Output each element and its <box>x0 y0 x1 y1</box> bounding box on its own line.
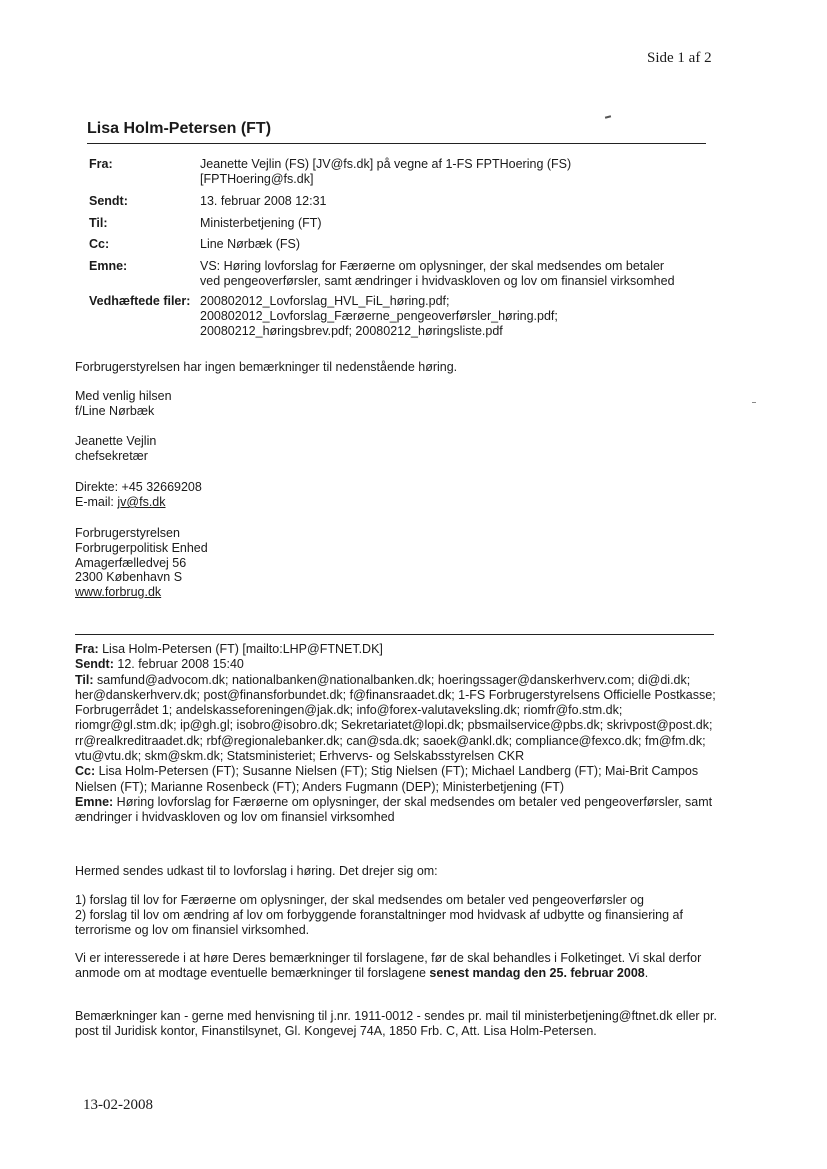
recipient-name: Lisa Holm-Petersen (FT) <box>87 120 272 137</box>
cc-label: Cc: <box>89 237 110 251</box>
attachment-file[interactable]: 200802012_Lovforslag_HVL_FiL_høring.pdf; <box>200 294 450 308</box>
email-link[interactable]: jv@fs.dk <box>117 495 166 509</box>
request-text: Vi er interesserede i at høre Deres bemærkninger til forslagene, før de skal behandles i Folketinget. Vi skal derfor anmode om at modtage eventuelle bemærkninger til forslagene <box>75 951 702 980</box>
list-item: 2) forslag til lov om ændring af lov om forbyggende foranstaltninger mod hvidvask af udbytte og finansiering af terrorisme og lov om finansiel virksomhed. <box>75 908 683 937</box>
to-value: Ministerbetjening (FT) <box>200 216 322 230</box>
intro-text: Forbrugerstyrelsen har ingen bemærkninger til nedenstående høring. <box>75 360 458 374</box>
phone: Direkte: +45 32669208 <box>75 480 202 494</box>
request-end: . <box>644 966 649 980</box>
cc-value: Line Nørbæk (FS) <box>200 237 301 251</box>
org-unit: Forbrugerpolitisk Enhed <box>75 541 208 555</box>
fwd-subject-line <box>75 795 720 826</box>
attachments-label: Vedhæftede filer: <box>89 294 191 308</box>
forwarded-header <box>75 642 720 826</box>
fwd-cc-label: Cc: <box>75 764 96 779</box>
email-line <box>75 495 166 510</box>
fwd-paragraph-list <box>75 893 725 938</box>
attachment-file[interactable]: 20080212_høringsbrev.pdf; 20080212_høringsliste.pdf <box>200 324 503 338</box>
org-city: 2300 København S <box>75 570 183 584</box>
page-number: Side 1 af 2 <box>647 50 712 66</box>
to-label: Til: <box>89 216 108 230</box>
greeting-name: f/Line Nørbæk <box>75 404 155 418</box>
from-value-line: Jeanette Vejlin (FS) [JV@fs.dk] på vegne af 1-FS FPTHoering (FS) <box>200 157 572 171</box>
print-date: 13-02-2008 <box>83 1097 153 1113</box>
greeting: Med venlig hilsen <box>75 389 172 403</box>
sent-label: Sendt: <box>89 194 128 208</box>
subject-value-line: ved pengeoverførsler, samt ændringer i hvidvaskloven og lov om finansiel virksomhed <box>200 274 675 288</box>
from-value <box>200 157 610 187</box>
fwd-from-line <box>75 642 720 657</box>
website-link[interactable]: www.forbrug.dk <box>75 585 162 599</box>
attachment-file[interactable]: 200802012_Lovforslag_Færøerne_pengeoverførsler_høring.pdf; <box>200 309 558 323</box>
fwd-to-value: samfund@advocom.dk; nationalbanken@nationalbanken.dk; hoeringssager@danskerhverv.com; di@di.dk; her@danskerhverv.dk; post@finansforbundet.dk; f@finansraadet.dk; 1-FS Forbrugerstyrelsens Officielle Postkasse; Forbrugerrådet 1; andelskasseforeningen@jak.dk; info@forex-valutaveksling.dk; riomfr@fo.stm.dk; riomgr@gl.stm.dk; ip@gh.gl; isobro@isobro.dk; Sekretariatet@lopi.dk; pbsmailservice@pbs.dk; skrivpost@post.dk; rr@realkreditraadet.dk; rbf@regionalebanker.dk; can@sda.dk; saoek@ankl.dk; compliance@fexco.dk; fm@fm.dk; vtu@vtu.dk; skm@skm.dk; Statsministeriet; Erhvervs- og Selskabsstyrelsen CKR <box>75 672 716 764</box>
forward-divider <box>75 634 714 635</box>
from-value-line: [FPTHoering@fs.dk] <box>200 172 314 186</box>
deadline: senest mandag den 25. februar 2008 <box>429 966 645 980</box>
fwd-to-label: Til: <box>75 672 94 687</box>
fwd-subject-label: Emne: <box>75 794 114 809</box>
fwd-sent-label: Sendt: <box>75 657 114 672</box>
title-divider <box>87 143 706 144</box>
signer-name: Jeanette Vejlin <box>75 434 157 448</box>
fwd-paragraph-intro: Hermed sendes udkast til to lovforslag i høring. Det drejer sig om: <box>75 864 438 878</box>
fwd-from-label: Fra: <box>75 642 99 656</box>
fwd-from-value: Lisa Holm-Petersen (FT) [mailto:LHP@FTNET.DK] <box>98 642 383 656</box>
fwd-sent-line <box>75 657 720 672</box>
org-street: Amagerfælledvej 56 <box>75 556 187 570</box>
signer-title: chefsekretær <box>75 449 148 463</box>
subject-label: Emne: <box>89 259 128 273</box>
fwd-sent-value: 12. februar 2008 15:40 <box>113 657 244 672</box>
scan-speck <box>752 402 756 403</box>
fwd-subject-value: Høring lovforslag for Færøerne om oplysninger, der skal medsendes om betaler ved pengeoverførsler, samt ændringer i hvidvaskloven og lov om finansiel virksomhed <box>75 794 713 825</box>
attachments-value <box>200 294 610 339</box>
scan-speck <box>605 115 611 118</box>
fwd-cc-line <box>75 764 720 795</box>
from-label: Fra: <box>89 157 113 171</box>
list-item: 1) forslag til lov for Færøerne om oplysninger, der skal medsendes om betaler ved pengeoverførsler og <box>75 893 645 907</box>
fwd-to-line <box>75 673 720 765</box>
org-name: Forbrugerstyrelsen <box>75 526 180 540</box>
email-label: E-mail: <box>75 495 118 509</box>
fwd-paragraph-contact: Bemærkninger kan - gerne med henvisning til j.nr. 1911-0012 - sendes pr. mail til ministerbetjening@ftnet.dk eller pr. post til Juridisk kontor, Finanstilsynet, Gl. Kongevej 74A, 1850 Frb. C, Att. Lisa Holm-Petersen. <box>75 1009 717 1038</box>
sent-value: 13. februar 2008 12:31 <box>200 194 327 208</box>
subject-value <box>200 259 675 289</box>
fwd-paragraph-request <box>75 951 725 981</box>
subject-value-line: VS: Høring lovforslag for Færøerne om oplysninger, der skal medsendes om betaler <box>200 259 665 273</box>
fwd-cc-value: Lisa Holm-Petersen (FT); Susanne Nielsen (FT); Stig Nielsen (FT); Michael Landberg (FT); Mai-Brit Campos Nielsen (FT); Marianne Rosenbeck (FT); Anders Fugmann (DEP); Ministerbetjening (FT) <box>75 764 699 794</box>
